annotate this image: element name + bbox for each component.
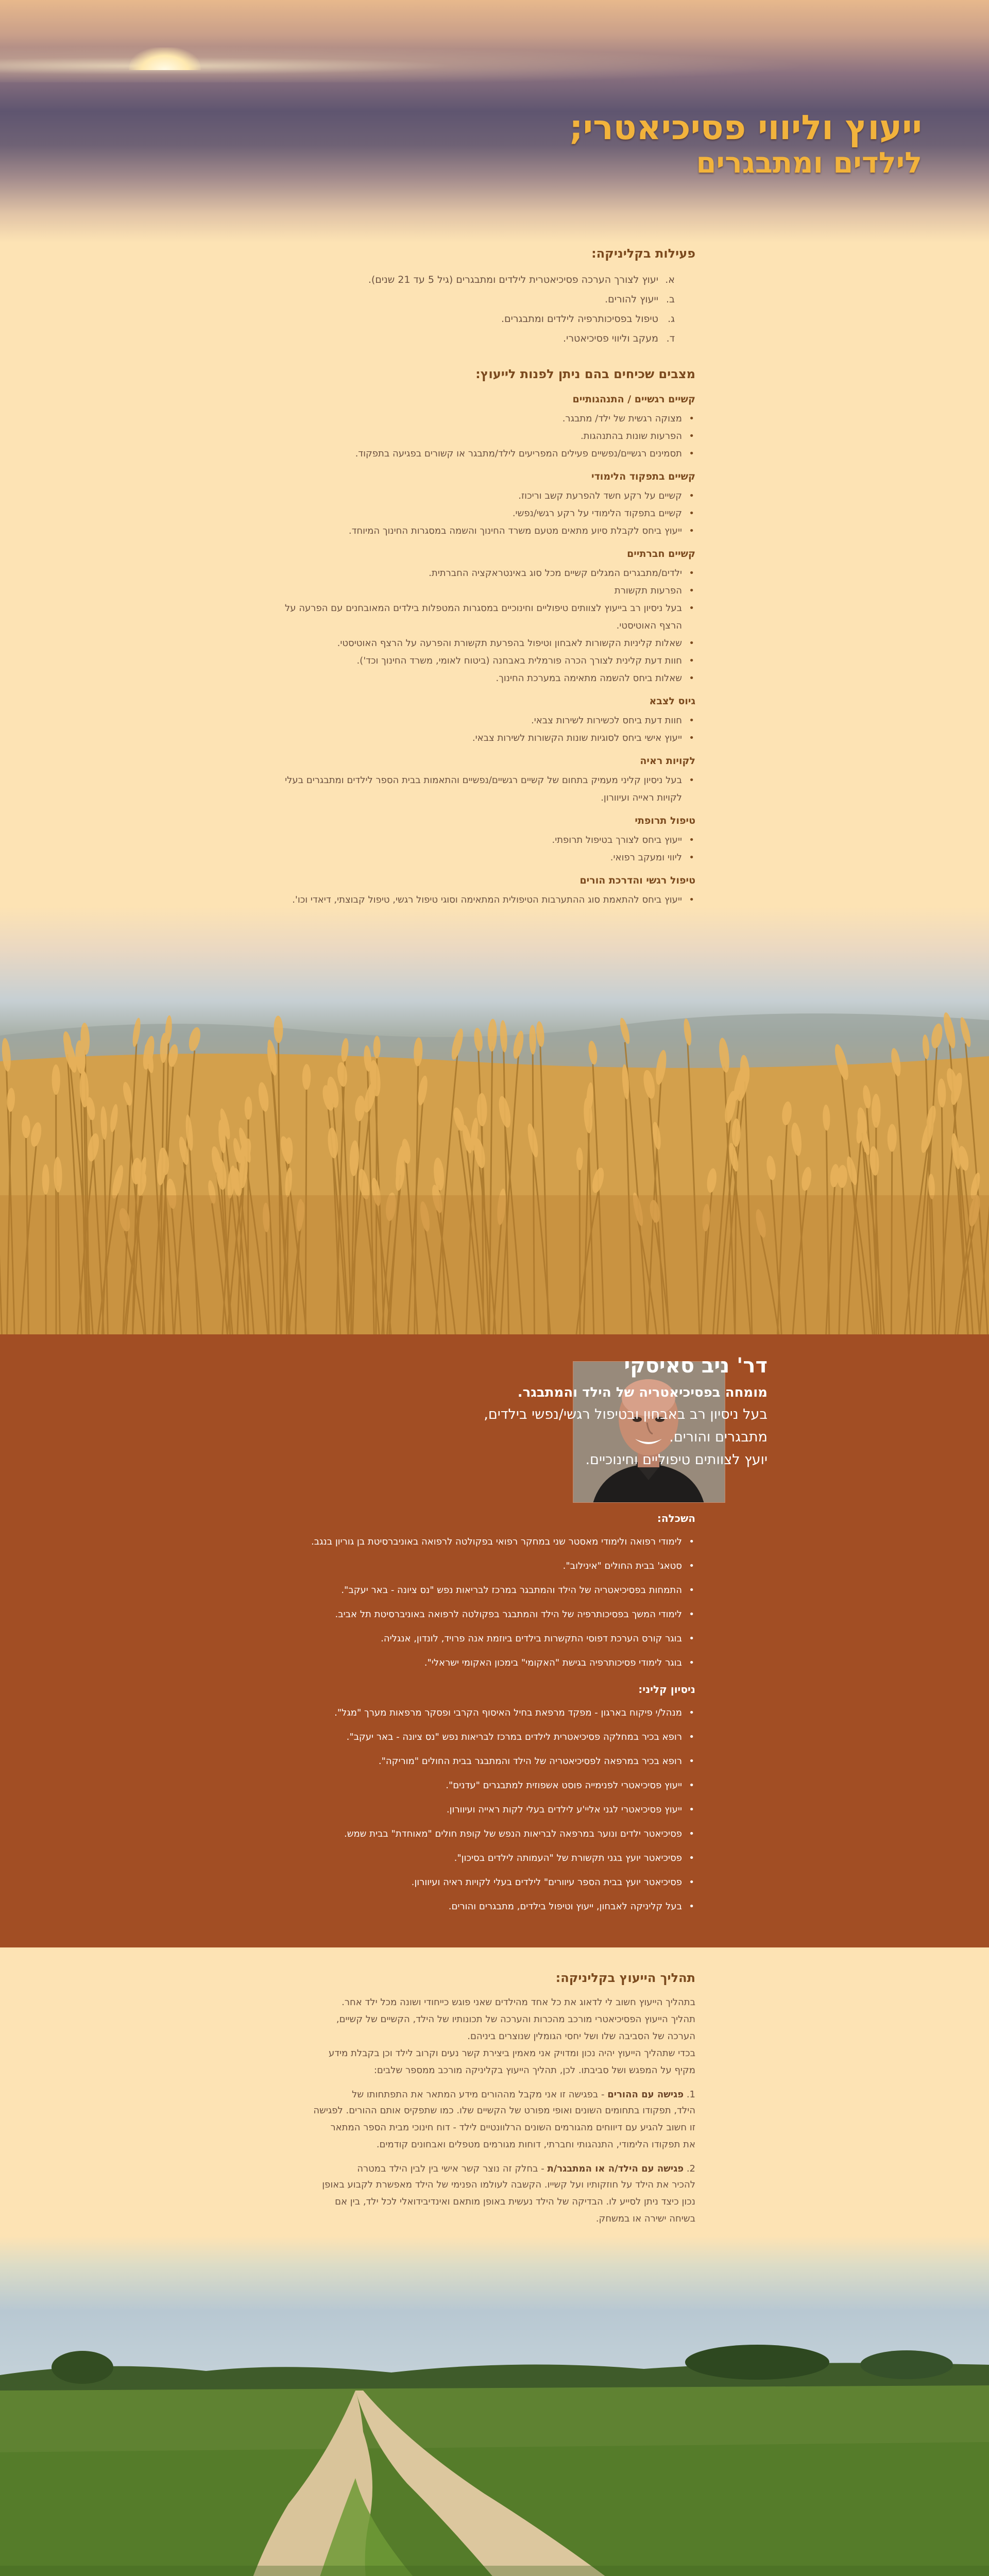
sun-image xyxy=(129,47,201,70)
list-item: • חוות דעת ביחס לכשירות לשירות צבאי. xyxy=(273,712,682,730)
page-title-line1: ייעוץ וליווי פסיכיאטרי; xyxy=(569,108,922,147)
country-path-illustration xyxy=(0,2236,989,2576)
list-item: • בוגר לימודי פסיכותרפיה בגישת "האקומי" בימכון האקומי ישראלי". xyxy=(273,1651,682,1675)
step-line: נכון כיצד ניתן לסייע לו. הבדיקה של הילד נעשית באופן מותאם ואינדיבידואלי לכל ילד, בין אם xyxy=(335,2196,695,2207)
activity-item: א.יעוץ לצורך הערכה פסיכיאטרית לילדים ומתבגרים (גיל 5 עד 21 שנים). xyxy=(368,274,675,285)
list-item: • ייעוץ ביחס לצורך בטיפול תרופתי. xyxy=(273,832,682,849)
list-item: • ייעוץ ביחס לקבלת סיוע מתאים מטעם משרד החינוך והשמה במסגרות החינוך המיוחד. xyxy=(273,522,682,540)
category-title: לקויות ראיה xyxy=(640,755,695,767)
education-heading: השכלה: xyxy=(657,1512,695,1524)
category-title: גיוס לצבא xyxy=(649,696,695,707)
list-item: • בעל ניסיון רב בייעוץ לצוותים טיפוליים וחינוכיים במסגרות המטפלות בילדים המאובחנים עם הפרעה על הרצף האוטיסטי. xyxy=(273,600,682,635)
category-title: קשיים חברתיים xyxy=(627,548,695,560)
process-intro-line: מקיף על המפגש ושל סביבתו. לכן, תהליך הייעוץ בקליניקה מורכב ממספר שלבים: xyxy=(373,2065,695,2076)
list-item: • מצוקה רגשית של ילד/ מתבגר. xyxy=(273,410,682,428)
activity-item: ד.מעקב וליווי פסיכיאטרי. xyxy=(563,333,675,344)
list-item: • התמחות בפסיכיאטריה של הילד והמתבגר במרכז לבריאות נפש "נס ציונה - באר יעקב". xyxy=(273,1578,682,1602)
process-intro-line: הערכה של הסביבה שלו ושל יחסי הגומלין שנוצרים ביניהם. xyxy=(467,2031,695,2042)
list-item: • ייעוץ פסיכיאטרי לגני אליי'ע לילדים בעלי לקות ראייה ועיוורון. xyxy=(273,1798,682,1822)
list-item: • פסיכיאטר יועץ בגני תקשורת של "העמותה לילדים בסיכון". xyxy=(273,1846,682,1870)
category-list xyxy=(273,487,695,540)
step-title: פגישה עם הילד/ה או המתבגר/ת xyxy=(547,2163,684,2174)
process-intro-line: בתהליך הייעוץ חשוב לי לדאוג את כל אחד מהילדים שאני פוגש כייחודי ושונה מכל ילד אחר. xyxy=(342,1997,695,2008)
hero-banner xyxy=(0,0,989,242)
country-path-image xyxy=(0,2236,989,2576)
list-item: • ילדים/מתבגרים המגלים קשיים מכל סוג באינטראקציה החברתית. xyxy=(273,565,682,582)
list-item: • חוות דעת קלינית לצורך הכרה פורמלית באבחנה (ביטוח לאומי, משרד החינוך וכד'). xyxy=(273,652,682,670)
category-list xyxy=(273,712,695,747)
doctor-header xyxy=(479,1354,768,1471)
category-title: טיפול תרופתי xyxy=(635,815,695,826)
doctor-summary-line: מתבגרים והורים. xyxy=(669,1429,768,1445)
list-item: • רופא בכיר במחלקה פסיכיאטרית לילדים במרכז לבריאות נפש "נס ציונה - באר יעקב". xyxy=(273,1725,682,1749)
list-item: • בוגר קורס הערכת דפוסי התקשרות בילדים ביוזמת אנה פרויד, לונדון, אנגליה. xyxy=(273,1626,682,1651)
doctor-section xyxy=(0,1334,989,1947)
list-item: • בעל קליניקה לאבחון, ייעוץ וטיפול בילדים, מתבגרים והורים. xyxy=(273,1894,682,1919)
list-item: • לימודי המשך בפסיכותרפיה של הילד והמתבגר בפקולטה לרפואה באוניברסיטת תל אביב. xyxy=(273,1602,682,1626)
list-item: • רופא בכיר במרפאה לפסיכיאטריה של הילד והמתבגר בבית החולים "מוריקה". xyxy=(273,1749,682,1773)
list-item: • פסיכיאטר ילדים ונוער במרפאה לבריאות הנפש של קופת חולים "מאוחדת" בבית שמש. xyxy=(273,1822,682,1846)
category-list xyxy=(273,565,695,687)
step-title: פגישה עם ההורים xyxy=(607,2089,684,2100)
list-item: • לימודי רפואה ולימודי מאסטר שני במחקר רפואי בפקולטה לרפואה באוניברסיטת בן גוריון בנגב. xyxy=(273,1530,682,1554)
category-list xyxy=(273,832,695,867)
step-line: זו חשוב להגיע עם דיווחים מהגורמים השונים הרלוונטיים לילד - דוח חינוכי מבית הספר המתאר xyxy=(330,2122,695,2133)
activity-item: ג.טיפול בפסיכותרפיה לילדים ומתבגרים. xyxy=(501,313,675,325)
list-item: • שאלות ביחס להשמה מתאימה במערכת החינוך. xyxy=(273,670,682,687)
activities-heading: פעילות בקליניקה: xyxy=(591,246,695,261)
services-section xyxy=(273,246,695,926)
step-line: להכיר את הילד על חוזקותיו ועל קשייו. הקשבה לעולמו הפנימי של הילד מאפשרת לקבוע באופן xyxy=(322,2179,695,2190)
step-line: בשיחה ישירה או במשחק. xyxy=(595,2213,695,2224)
list-item: • פסיכיאטר יועץ בבית הספר עיוורים" לילדים בעלי לקויות ראיה ועיוורון. xyxy=(273,1870,682,1894)
step-line: הילד, תפקודו בתחומים השונים ואופי מפורט של הקשיים שלו. כמו שתפקיס אותם ההורים. לפגישה xyxy=(313,2105,695,2116)
list-item: • קשיים בתפקוד הלימודי על רקע רגשי/נפשי. xyxy=(273,505,682,522)
page-title-line2: לילדים ומתבגרים xyxy=(696,146,922,180)
activity-item: ב.ייעוץ להורים. xyxy=(605,294,675,305)
doctor-summary-line: בעל ניסיון רב באבחון ובטיפול רגשי/נפשי בילדים, xyxy=(484,1406,768,1422)
list-item: • ליווי ומעקב רפואי. xyxy=(273,849,682,867)
process-heading: תהליך הייעוץ בקליניקה: xyxy=(555,1971,695,1985)
process-step: 2. פגישה עם הילד/ה או המתבגר/ת - בחלק זה נוצר קשר אישי בין לבין הילד במטרה xyxy=(357,2163,695,2174)
list-item: • הפרעות תקשורת xyxy=(273,582,682,600)
wheat-field-image xyxy=(0,907,989,1334)
category-title: קשיים בתפקוד הלימודי xyxy=(591,471,695,482)
situations-heading: מצבים שכיחים בהם ניתן לפנות לייעוץ: xyxy=(475,367,695,381)
process-step: 1. פגישה עם ההורים - בפגישה זו אני מקבל מההורים מידע המתאר את התפתחותו של xyxy=(352,2089,695,2100)
page-title xyxy=(569,108,922,180)
doctor-name: דר' ניב סאיסקי xyxy=(624,1354,768,1378)
activities-list xyxy=(273,270,695,348)
category-title: קשיים רגשיים / התנהגותיים xyxy=(572,394,695,405)
list-item: • הפרעות שונות בהתנהגות. xyxy=(273,428,682,445)
list-item: • שאלות קליניות הקשורות לאבחון וטיפול בהפרעת תקשורת והפרעה על הרצף האוטיסטי. xyxy=(273,635,682,652)
doctor-specialty: מומחה בפסיכיאטריה של הילד והמתבגר. xyxy=(517,1385,768,1400)
step-line: את תפקודו הלימודי, התנהגותי וחברתי, דוחות מגורמים מטפלים ואבחונים קודמים. xyxy=(376,2139,695,2150)
doctor-summary-line: יועץ לצוותים טיפוליים וחינוכיים. xyxy=(585,1452,768,1468)
list-item: • קשיים על רקע חשד להפרעת קשב וריכוז. xyxy=(273,487,682,505)
list-item: • סטאג' בבית החולים "אינילוב". xyxy=(273,1554,682,1578)
category-title: טיפול רגשי והדרכת הורים xyxy=(579,875,695,886)
process-section xyxy=(0,1947,989,2236)
list-item: • בעל ניסיון קליני מעמיק בתחום של קשיים רגשיים/נפשיים והתאמות בבית הספר לילדים ומתבגרים בעלי לקויות ראייה ועיוורון. xyxy=(273,772,682,807)
experience-heading: ניסיון קליני: xyxy=(638,1683,695,1696)
category-list xyxy=(273,410,695,463)
education-list xyxy=(273,1530,695,1675)
list-item: • תסמינים רגשיים/נפשיים פעילים המפריעים לילד/מתבגר או קשורים בפגיעה בתפקוד. xyxy=(273,445,682,463)
list-item: • ייעוץ פסיכיאטרי לפנימייה פוסט אשפוזית למתבגרים "עדנים". xyxy=(273,1773,682,1798)
doctor-details xyxy=(273,1512,695,1927)
process-intro-line: תהליך הייעוץ הפסיכיאטרי מורכב מהכרות והערכה של תכונותיו של הילד, הקשיים של קשיים, xyxy=(336,2014,695,2025)
list-item: • ייעוץ ביחס להתאמת סוג ההתערבות הטיפולית המתאימה וסוגי טיפול רגשי, טיפול קבוצתי, דיאדי וכו'. xyxy=(273,891,682,909)
process-intro-line: בכדי שתהליך הייעוץ יהיה נכון ומדויק אני מאמין ביצירת קשר נעים וקרוב לילד וכן בקבלת מידע xyxy=(328,2048,695,2059)
category-list xyxy=(273,772,695,807)
list-item: • ייעוץ אישי ביחס לסוגיות שונות הקשורות לשירות צבאי. xyxy=(273,730,682,747)
wheat-field-illustration xyxy=(0,907,989,1334)
experience-list xyxy=(273,1701,695,1919)
list-item: • מנהל/י פיקוח בארגון - מפקד מרפאת בחיל האיסוף הקרבי ופסקר מרפאות מערך "מגל". xyxy=(273,1701,682,1725)
